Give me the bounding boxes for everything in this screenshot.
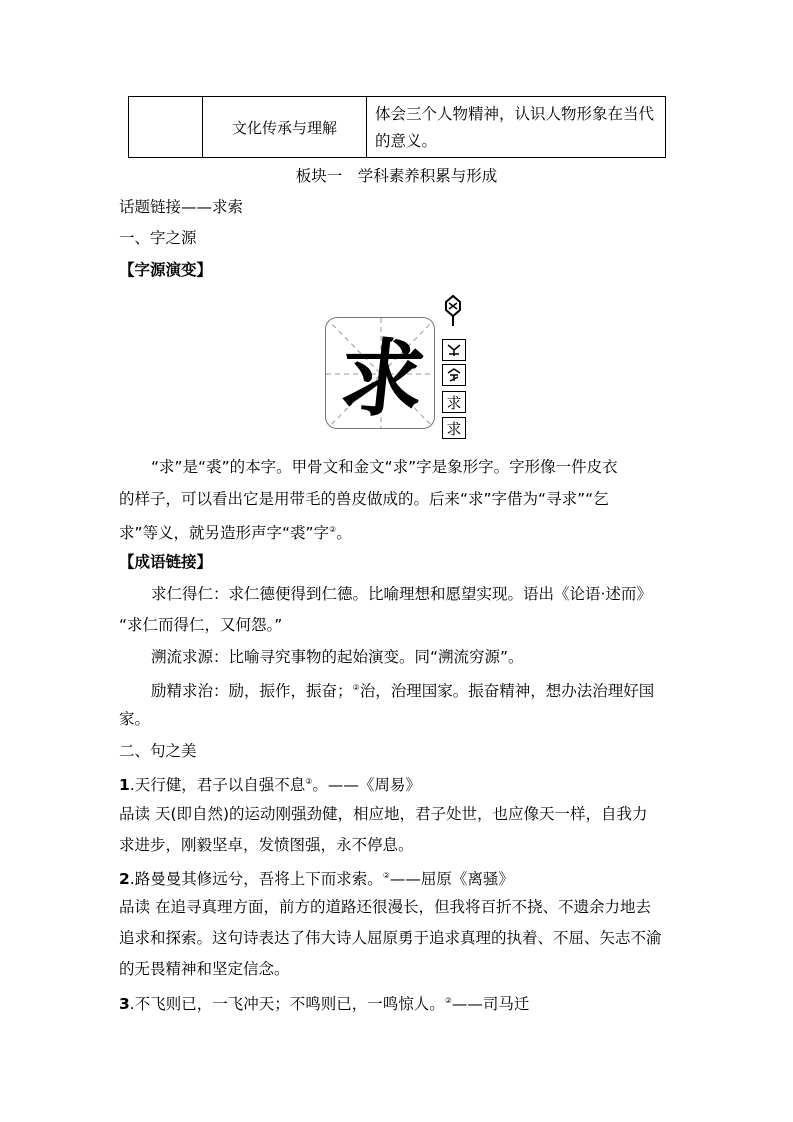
table-cell-description [367, 97, 665, 157]
pindu-label: 品读 [119, 898, 151, 916]
idiom-1-quote: “求仁而得仁，又何怨。” [119, 616, 283, 634]
ziyuan-line-3-text: 求”等义，就另造形声字“裘”字 [119, 524, 330, 543]
topic-link: 话题链接——求索 [119, 198, 244, 216]
footnote-mark: ② [444, 996, 452, 1005]
description-line-2: 的意义。 [375, 132, 438, 150]
sentence-text: .天行健，君子以自强不息 [129, 776, 306, 795]
footnote-mark: ② [329, 525, 337, 534]
sentence-source: ——司马迁 [451, 995, 530, 1014]
sentence-2 [119, 866, 514, 889]
pindu-2-line-2: 追求和探索。这句诗表达了伟大诗人屈原勇于追求真理的执着、不屈、矢志不渝 [119, 929, 662, 947]
sentence-num: 1 [119, 776, 130, 795]
idiom-2: 溯流求源：比喻寻究事物的起始演变。同“溯流穷源”。 [151, 648, 524, 666]
sentence-3 [119, 991, 529, 1014]
pindu-2-line-3: 的无畏精神和坚定信念。 [119, 960, 290, 978]
zi-yuan-title: 【字源演变】 [119, 261, 213, 279]
pindu-1-line-1 [119, 804, 648, 824]
competency-table [128, 96, 666, 158]
regular-glyph: 求 [442, 417, 466, 439]
sentence-text: .路曼曼其修远兮，吾将上下而求索。 [129, 870, 383, 889]
sentence-num: 2 [119, 870, 130, 889]
sentence-num: 3 [119, 995, 130, 1014]
part2-title: 二、句之美 [119, 742, 197, 760]
idiom-1: 求仁得仁：求仁德便得到仁德。比喻理想和愿望实现。语出《论语·述而》 [151, 585, 652, 603]
idiom-3-part2: 治，治理国家。振奋精神，想办法治理好国 [359, 682, 655, 701]
big-calligraphy-char: 求 [335, 329, 430, 428]
footnote-mark: ② [382, 871, 390, 880]
pindu-1-line-2: 求进步，刚毅坚卓，发愤图强，永不停息。 [119, 836, 414, 854]
description-line-1: 体会三个人物精神，认识人物形象在当代 [375, 105, 655, 123]
ziyuan-line-3: 求”等义，就另造形声字“裘”字②。 [119, 524, 352, 543]
ziyuan-line-1: “求”是“裘”的本字。甲骨文和金文“求”字是象形字。字形像一件皮衣 [151, 458, 618, 476]
pindu-text: 天(即自然)的运动刚强劲健，相应地，君子处世，也应像天一样，自我力 [154, 805, 648, 823]
ziyuan-line-2: 的样子，可以看出它是用带毛的兽皮做成的。后来“求”字借为“寻求”“乞 [119, 490, 609, 508]
idiom-title: 【成语链接】 [119, 553, 213, 571]
pindu-2-line-1 [119, 897, 651, 917]
idiom-3 [151, 678, 654, 701]
pindu-label: 品读 [119, 805, 151, 823]
pindu-text: 在追寻真理方面，前方的道路还很漫长，但我将百折不挠、不遗余力地去 [154, 898, 651, 916]
sentence-source: ——屈原《离骚》 [389, 870, 514, 889]
clerical-glyph: 求 [442, 391, 466, 413]
footnote-mark: ② [305, 777, 313, 786]
bronze-glyph [442, 339, 466, 361]
part1-title: 一、字之源 [119, 229, 197, 247]
idiom-3-cont: 家。 [119, 710, 151, 728]
sentence-text: .不飞则已，一飞冲天；不鸣则已，一鸣惊人。 [129, 995, 445, 1014]
sentence-1 [119, 772, 421, 795]
table-cell-category: 文化传承与理解 [203, 97, 367, 157]
section-title: 板块一 学科素养积累与形成 [295, 167, 498, 185]
idiom-3-part1: 励精求治：励，振作，振奋； [151, 682, 353, 701]
sentence-source: 。——《周易》 [312, 776, 421, 795]
table-cell-empty [129, 97, 203, 157]
seal-glyph [442, 364, 466, 386]
footnote-mark: ② [352, 683, 360, 692]
oracle-bone-glyph [440, 294, 466, 328]
